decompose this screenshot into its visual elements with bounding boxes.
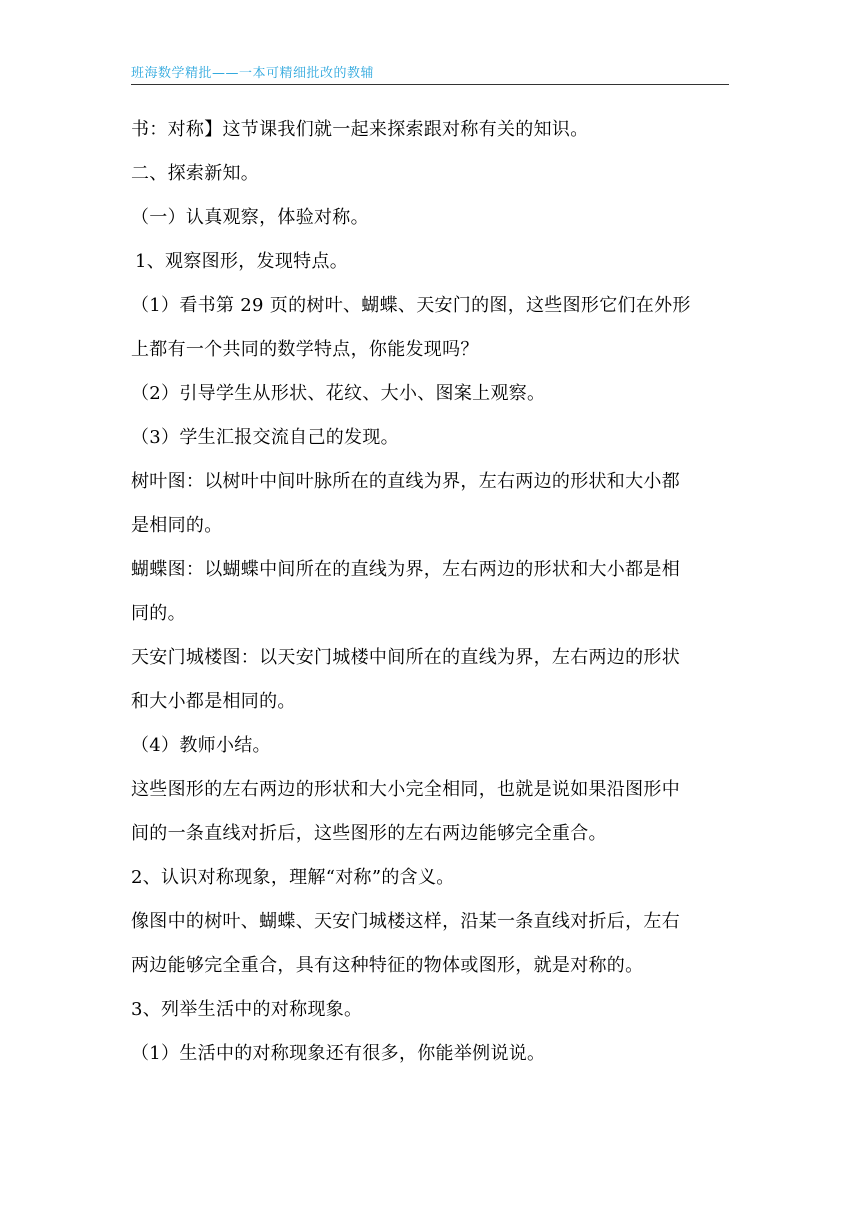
paragraph-line: （1）生活中的对称现象还有很多，你能举例说说。	[131, 1043, 546, 1064]
step-heading: 3、列举生活中的对称现象。	[131, 999, 363, 1020]
paragraph-line: 间的一条直线对折后，这些图形的左右两边能够完全重合。	[131, 823, 607, 844]
step-heading: 2、认识对称现象，理解“对称”的含义。	[131, 867, 455, 888]
paragraph-line: 是相同的。	[131, 515, 223, 536]
page-header	[131, 62, 729, 85]
paragraph-line: 两边能够完全重合，具有这种特征的物体或图形，就是对称的。	[131, 955, 644, 976]
paragraph-line: 树叶图：以树叶中间叶脉所在的直线为界，左右两边的形状和大小都	[131, 471, 680, 492]
paragraph-line: 蝴蝶图：以蝴蝶中间所在的直线为界，左右两边的形状和大小都是相	[131, 559, 680, 580]
paragraph-line: 上都有一个共同的数学特点，你能发现吗？	[131, 339, 479, 360]
paragraph-line: 同的。	[131, 603, 186, 624]
section-heading: 二、探索新知。	[131, 163, 260, 184]
document-body	[131, 108, 729, 1076]
paragraph-line: （2）引导学生从形状、花纹、大小、图案上观察。	[131, 383, 546, 404]
paragraph-line: 书：对称】这节课我们就一起来探索跟对称有关的知识。	[131, 119, 589, 140]
paragraph-line: 和大小都是相同的。	[131, 691, 296, 712]
paragraph-line: 像图中的树叶、蝴蝶、天安门城楼这样，沿某一条直线对折后，左右	[131, 911, 680, 932]
paragraph-line: （4）教师小结。	[131, 735, 271, 756]
paragraph-line: 天安门城楼图：以天安门城楼中间所在的直线为界，左右两边的形状	[131, 647, 680, 668]
paragraph-line: （3）学生汇报交流自己的发现。	[131, 427, 399, 448]
subsection-heading: （一）认真观察，体验对称。	[131, 207, 369, 228]
step-heading: 1、观察图形，发现特点。	[135, 251, 349, 272]
header-title: 班海数学精批——一本可精细批改的教辅	[131, 66, 375, 81]
paragraph-line: （1）看书第 29 页的树叶、蝴蝶、天安门的图，这些图形它们在外形	[131, 295, 691, 316]
paragraph-line: 这些图形的左右两边的形状和大小完全相同，也就是说如果沿图形中	[131, 779, 680, 800]
